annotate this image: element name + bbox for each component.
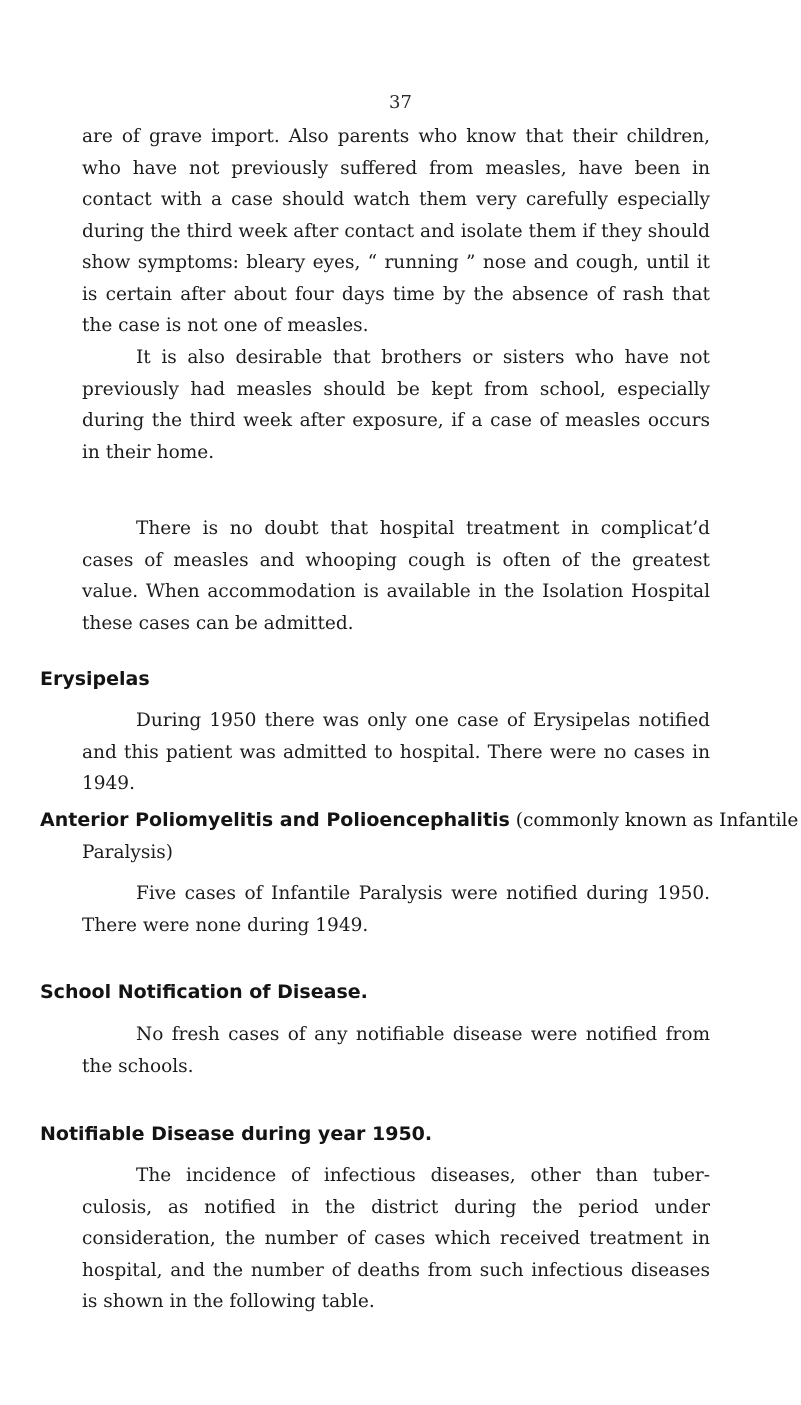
heading-poliomyelitis-continuation: Paralysis) xyxy=(82,842,174,863)
paragraph-poliomyelitis: Five cases of Infantile Paralysis were notified during 1950. There were none during 1949. xyxy=(82,883,710,936)
heading-poliomyelitis xyxy=(40,805,798,837)
heading-poliomyelitis-title: Anterior Poliomyelitis and Polioencephalitis xyxy=(40,809,510,831)
heading-school-notification: School Notification of Disease. xyxy=(40,981,368,1003)
paragraph-siblings-school: It is also desirable that brothers or sisters who have not previously had measles should be kept from school, especially during the third week after exposure, if a case of measles occurs in their home. xyxy=(82,347,710,463)
heading-poliomyelitis-suffix: (commonly known as Infantile xyxy=(509,810,799,831)
paragraph-erysipelas: During 1950 there was only one case of Erysipelas notified and this patient was admitted to hospital. There were no cases in 1949. xyxy=(82,710,710,794)
heading-erysipelas: Erysipelas xyxy=(40,668,150,690)
paragraph-notifiable-disease: The incidence of infectious diseases, other than tuberculosis, as notified in the district during the period under consideration, the number of cases which received treatment in hospital, and the number of deaths from such infectious diseases is shown in the following table. xyxy=(82,1165,710,1312)
paragraph-school-notification: No fresh cases of any notifiable disease were notified from the schools. xyxy=(82,1024,710,1077)
heading-notifiable-disease: Notifiable Disease during year 1950. xyxy=(40,1123,433,1145)
paragraph-hospital-treatment: There is no doubt that hospital treatment in complicat’d cases of measles and whooping cough is often of the greatest value. When accommodation is available in the Isolation Hospital these cases can be admitted. xyxy=(82,518,710,634)
page-number: 37 xyxy=(389,92,412,113)
paragraph-measles-contact: are of grave import. Also parents who know that their children, who have not previously suffered from measles, have been in contact with a case should watch them very carefully especially during the third week after contact and isolate them if they should show symptoms: bleary eyes, “ running ” nose and cough, until it is certain after about four days time by the absence of rash that the case is not one of measles. xyxy=(82,126,710,336)
